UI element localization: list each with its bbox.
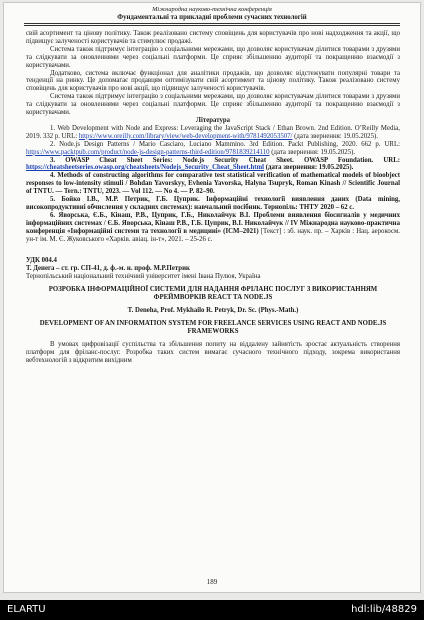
header-rule-thin xyxy=(24,25,400,26)
page-number: 189 xyxy=(206,578,218,586)
udc-code: УДК 004.4 xyxy=(26,257,57,265)
reference-text: 3. OWASP Cheat Sheet Series: Node.js Security Cheat Sheet. OWASP Foundation. URL: xyxy=(50,156,400,164)
document-page xyxy=(3,2,421,593)
paragraph: свій асортимент та цінову політику. Також реалізовано систему сповіщень для користувачів про нові надходження та акції, що підвищує залученості користувачів та стимулює продажі. xyxy=(26,30,400,45)
reference-item: 5. Бойко І.В., М.Р. Петрик, Г.Б. Цуприк. Інформаційні технології виявлення даних (Data mining, високопродуктивні обчислення у складних системах): навчальний посібник. Тернопіль: ТНТУ 2020 – 62 с. xyxy=(26,196,400,211)
page-body xyxy=(26,30,400,364)
authors-en: T. Deneha, Prof. Mykhailo R. Petryk, Dr. Sc. (Phys.-Math.) xyxy=(127,307,299,314)
reference-link[interactable]: https://www.oreilly.com/library/view/web-development-with/9781492053507/ xyxy=(78,132,293,140)
reference-text: (дата звернення: 19.05.2025). xyxy=(264,164,354,172)
reference-text: (дата звернення: 19.05.2025). xyxy=(292,132,378,140)
affiliation: Тернопільський національний технічний університет імені Івана Пулюя, Україна xyxy=(26,273,261,281)
footer-bar xyxy=(0,600,424,620)
reference-item xyxy=(26,141,400,157)
reference-text: 2. Node.js Design Patterns / Mario Casciaro, Luciano Mammino. 3rd Edition. Packt Publishing, 2020. 662 p. URL: xyxy=(50,140,400,148)
conference-title: Фундаментальні та прикладні проблеми сучасних технологій xyxy=(117,14,307,21)
paragraph: Система також підтримує інтеграцію з соціальними мережами, що дозволяє користувачам ділитися товарами з друзями та слідкувати за оновленнями через соціальні платформи. Це сприяє збільшенню аудиторії та покращенню взаємодії з користувачами. xyxy=(26,45,400,69)
repository-label: ELARTU xyxy=(7,604,46,615)
reference-item xyxy=(26,125,400,141)
header-rule xyxy=(24,23,400,24)
paragraph: Додатково, система включає функціонал для аналітики продажів, що дозволяє відстежувати популярні товари та тенденції на ринку. Це допомагає продавцям оптимізувати свій асортимент та цінову політику. Також реалізовано систему сповіщень для користувачів про нові акції, що підвищує залученості користувачів. xyxy=(26,69,400,93)
reference-text: (дата звернення: 19.05.2025). xyxy=(269,148,356,156)
conference-header: Міжнародна науково-технічна конференція xyxy=(152,6,272,13)
reference-item xyxy=(26,212,400,244)
handle-label: hdl:lib/48829 xyxy=(351,604,417,615)
reference-text: 1. Web Development with Node and Express: Leveraging the JavaScript Stack / Ethan Brown. 2nd Edition. O’Reilly Media, 2019. 332 p. URL: xyxy=(26,124,400,140)
paragraph: Система також підтримує інтеграцію з соціальними мережами, що дозволяє користувачам ділитися товарами з друзями та слідкувати за оновленнями через соціальні платформи. Це сприяє збільшенню аудиторії та покращенню взаємодії з користувачами. xyxy=(26,93,400,117)
references-heading: Література xyxy=(195,116,231,124)
authors-ua: Т. Денега – ст. гр. СП-41, д. ф.-м. н. проф. М.Р.Петрик xyxy=(26,265,190,273)
article-title-ua: РОЗРОБКА ІНФОРМАЦІЙНОЇ СИСТЕМИ ДЛЯ НАДАННЯ ФРІЛАНС ПОСЛУГ З ВИКОРИСТАННЯМ ФРЕЙМВОРКІВ REACT ТА NODE.JS xyxy=(48,286,378,302)
reference-link[interactable]: https://cheatsheetseries.owasp.org/cheatsheets/Nodejs_Security_Cheat_Sheet.html xyxy=(26,164,265,172)
reference-item: 4. Methods of constructing algorithms for comparative test statistical verification of mathematical models of bioobject responses to low-intensity stimuli / Bohdan Yavorskyy, Evhenia Yavorska, Halyna Tsupryk, Roman Kinash // Scientific Journal of TNTU. — Tern.: TNTU, 2023. — Vol 112. — No 4. — P. 82–90. xyxy=(26,172,400,196)
article-title-en: DEVELOPMENT OF AN INFORMATION SYSTEM FOR FREELANCE SERVICES USING REACT AND NODE.JS FRAMEWORKS xyxy=(39,319,387,335)
reference-item xyxy=(26,157,400,173)
spacer xyxy=(26,250,400,257)
intro-paragraph: В умовах цифровізації суспільства та збільшення попиту на віддалену зайнятість зростає актуальність створення платформ для фріланс-послуг. Розробка таких систем вимагає сучасного технічного підходу, зокрема використання вебтехнологій з відкритим вихідним xyxy=(26,340,400,364)
reference-text: [Текст] : зб. наук. пр. – Харків : Нац. аерокосм. ун-т ім. М. Є. Жуковського «Харків. авіац. ін-т», 2021. – 25-26 с. xyxy=(26,227,401,243)
reference-link[interactable]: https://www.packtpub.com/product/node-js-design-patterns-third-edition/9781839214110 xyxy=(26,148,270,156)
reference-text: 6. Яворська, Є.Б., Кінаш, Р.В., Цуприк, Г.Б., Николайчук В.І. Проблеми виявлення біосигналів у медичних інформаційних системах / Є.Б. Яворська, Кінаш Р.В., Г.Б. Цуприк, В.І. Николайчук // IV Міжнародна науково-практична конференція «Інформаційні системи та технології в медицині» (ICM–2021) xyxy=(26,211,400,235)
spacer xyxy=(26,243,400,250)
